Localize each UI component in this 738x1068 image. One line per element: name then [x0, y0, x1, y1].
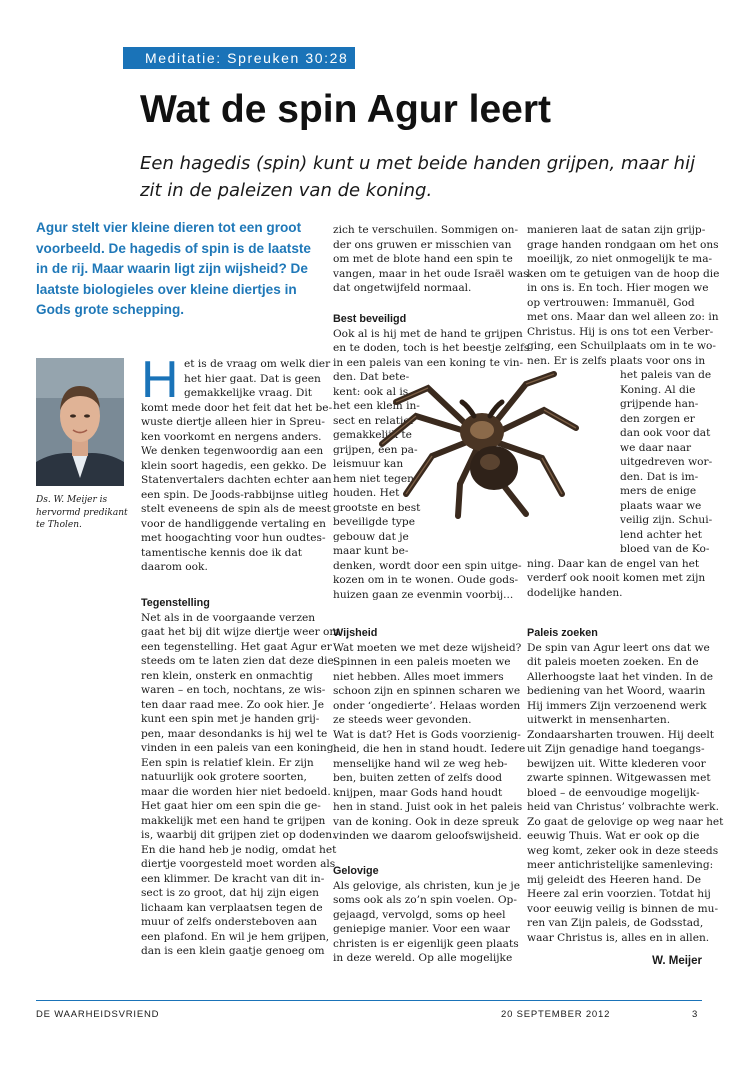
- col2-top: zich te verschuilen. Sommigen on- der ons gruwen er misschien van om met de blote hand een spin te vangen, maar in het oude Israël was dat ongetwijfeld normaal.: [333, 224, 529, 294]
- photo-caption: Ds. W. Meijer is hervormd predikant te Tholen.: [36, 495, 128, 530]
- col1-lead-narrow: et is de vraag om welk dier het hier gaat. Dat is geen gemakkelijke vraag. Dit: [184, 358, 331, 399]
- portrait-image: [36, 358, 124, 486]
- col1-section-tegenstelling: Tegenstelling Net als in de voorgaande verzen gaat het bij dit wijze diertje weer om een tegenstelling. Het gaat Agur er steeds om te laten zien dat deze die- ren klein, onsterk en onmachtig waren – en toch, nochtans, ze wis- ten daar raad mee. Zo ook hier. Je kunt een spin met je handen grij- pen, maar desondanks is hij wel te vinden in een paleis van een koning. Een spin is relatief klein. Er zijn natuurlijk ook grotere soorten, maar die worden hier niet bedoeld. Het gaat hier om een spin die ge- makkelijk met een hand te grijpen is, waarbij dit grijpen ziet op doden. En die hand heb je nodig, omdat het diertje voorgesteld moet worden als een klimmer. De kracht van dit in- sect is zo groot, dat hij zijn eigen lichaam kan verplaatsen tegen de muur of zelfs ondersteboven aan een plafond. En wil je hem grijpen, dan is een klein gaatje genoeg om: [141, 597, 340, 957]
- drop-cap: H: [141, 351, 179, 409]
- col3-section-paleis: Paleis zoeken De spin van Agur leert ons dat we dit paleis moeten zoeken. En de Allerhoogste laat het vinden. In de bediening van het Woord, waarin Hij immers Zijn verzoenend werk uitwerkt in mensenharten. Zondaarsharten trouwen. Hij deelt uit Zijn genadige hand toegangs- bewijzen uit. Witte klederen voor zwarte spinnen. Witgewassen met bloed – de eenvoudige mogelijk- heid van Christus’ volbrachte werk. Zo gaat de gelovige op weg naar het eeuwig Thuis. Wat er ook op die weg komt, zeker ook in deze steeds meer antichristelijke samenleving: mij geleidt des Heeren hand. De Heere zal erin voorzien. Totdat hij voor eeuwig veilig is binnen de mu- ren van Zijn paleis, de Godsstad, waar Christus is, alles en in allen.: [527, 627, 724, 944]
- article-intro: Agur stelt vier kleine dieren tot een groot voorbeeld. De hagedis of spin is de laatste in de rij. Maar waarin ligt zijn wijsheid? De laatste biologieles over kleine diertjes in Gods grote schepping.: [36, 220, 311, 317]
- article-subtitle: Een hagedis (spin) kunt u met beide handen grijpen, maar hij zit in de paleizen van de koning.: [140, 153, 696, 201]
- article-title: Wat de spin Agur leert: [140, 88, 551, 131]
- author-photo: [36, 358, 124, 486]
- col2-section-best: Best beveiligd Ook al is hij met de hand te grijpen en te doden, toch is het beestje zelfs in een paleis van een koning te vin- den. Dat bete- kent: ook al is het een klein in- sect en relatief gemakkelijk te grijpen, een pa- leismuur kan hem niet tegen- houden. Het grootste en best beveiligde type gebouw dat je maar kunt be- denken, wordt door een spin uitge- kozen om in te wonen. Oude gods- huizen gaan ze evenmin voorbij...: [333, 313, 530, 601]
- col2-section-wijsheid: Wijsheid Wat moeten we met deze wijsheid? Spinnen in een paleis moeten we niet hebben. Alles moet immers schoon zijn en spinnen scharen we onder ‘ongedierte’. Helaas worden ze steeds weer gevonden. Wat is dat? Het is Gods voorzienig- heid, die hen in stand houdt. Iedere menselijke hand wil ze weg heb- ben, buiten zetten of zelfs dood knijpen, maar Gods hand houdt hen in stand. Juist ook in het paleis van de koning. Ook in deze spreuk vinden we daarom geloofswijsheid.: [333, 627, 526, 842]
- tarantula-illustration: [376, 344, 586, 520]
- author-signature: W. Meijer: [652, 955, 702, 967]
- heading-best-beveiligd: Best beveiligd: [333, 313, 407, 325]
- footer-page-number: 3: [692, 1009, 699, 1020]
- col2-section-gelovige: Gelovige Als gelovige, als christen, kun je je soms ook als zo’n spin voelen. Op- gejaagd, vervolgd, soms op heel geniepige manier. Voor een waar christen is er eigenlijk geen plaats in deze wereld. Op alle mogelijke: [333, 865, 520, 964]
- heading-wijsheid: Wijsheid: [333, 627, 378, 639]
- footer-publication: DE WAARHEIDSVRIEND: [36, 1009, 160, 1020]
- footer-rule: [36, 1000, 702, 1001]
- heading-paleis-zoeken: Paleis zoeken: [527, 627, 598, 639]
- col3-top: manieren laat de satan zijn grijp- grage handen rondgaan om het ons moeilijk, zo niet onmogelijk te ma- ken om te getuigen van de hoop die in ons is. En toch. Hier mogen we op vertrouwen: Immanuël, God met ons. Maar dan wel alleen zo: in Christus. Hij is ons tot een Verber- ging, een Schuilplaats om in te wo- nen. Er is zelfs plaats voor ons in: [527, 224, 720, 367]
- heading-tegenstelling: Tegenstelling: [141, 597, 210, 609]
- heading-gelovige: Gelovige: [333, 865, 379, 877]
- footer-date: 20 SEPTEMBER 2012: [501, 1009, 611, 1020]
- section-kicker: Meditatie: Spreuken 30:28: [123, 47, 355, 69]
- col3-after: ning. Daar kan de engel van het verderf ook nooit komen met zijn dodelijke handen.: [527, 557, 706, 599]
- col1-lead: komt mede door het feit dat het be- wuste diertje alleen hier in Spreu- ken voorkomt en nergens anders. We denken tegenwoordig aan een klein soort hagedis, een gekko. De Statenvertalers dachten echter aan een spin. De Joods-rabbijnse uitleg stelt eveneens de spin als de meest voor de handliggende vertaling en met hoogachting voor hun oudtes- tamentische kennis doe ik dat daarom ook.: [141, 401, 333, 573]
- col3-narrow: het paleis van de Koning. Al die grijpende han- den zorgen er dan ook voor dat we daar naar uitgedreven wor- den. Dat is im- mers de enige plaats waar we veilig zijn. Schui- lend achter het bloed van de Ko-: [620, 369, 713, 555]
